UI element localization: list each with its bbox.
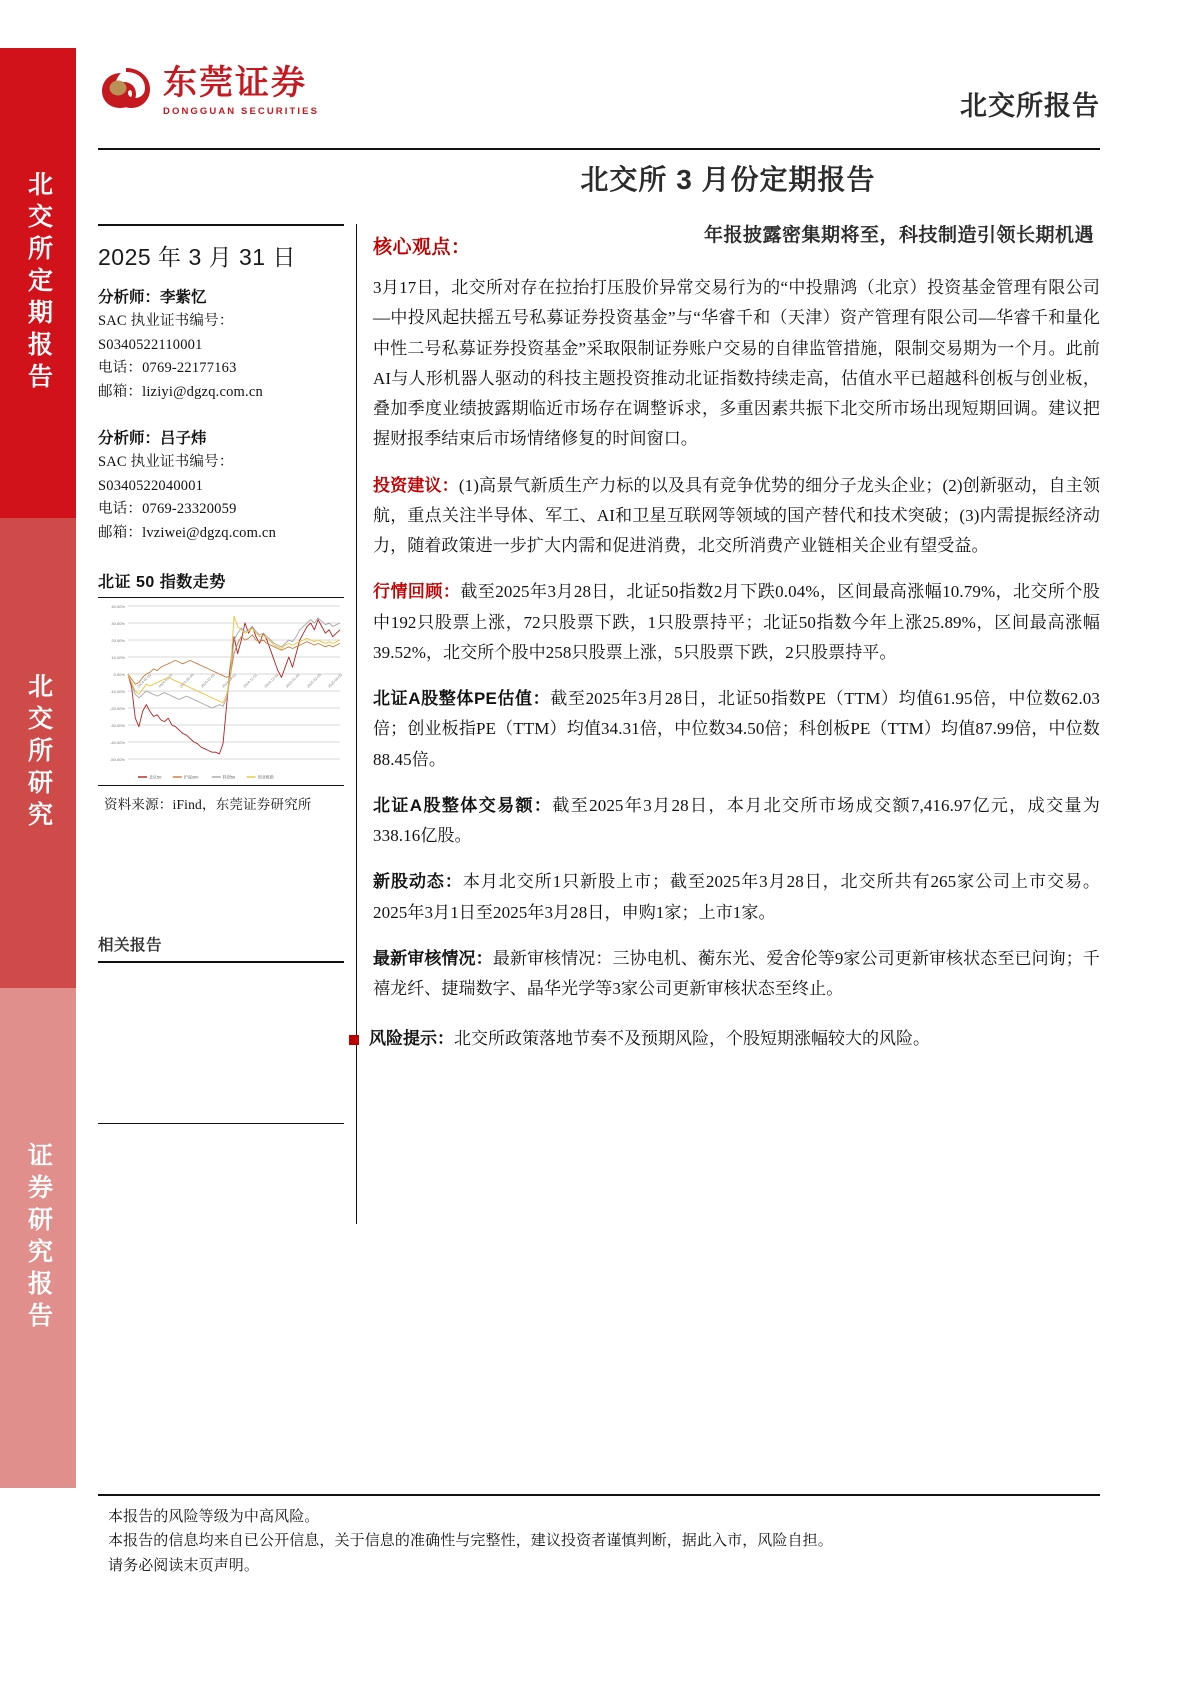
chart-title: 北证 50 指数走势 <box>98 574 226 592</box>
risk-label: 风险提示： <box>369 1029 454 1049</box>
sidebar-band-label: 北交所研究 <box>24 673 53 833</box>
paragraph-text: 截至2025年3月28日，北证50指数2月下跌0.04%，区间最高涨幅10.79%，北交所个股中192只股票上涨，72只股票下跌，1只股票持平；北证50指数今年上涨25.89%，区间最高涨幅39.52%，北交所个股中258只股票上涨，5只股票下跌，2只股票持平。 <box>373 582 1100 662</box>
footer-divider <box>98 1494 1100 1496</box>
analyst-name: 分析师：吕子炜 <box>98 430 207 448</box>
analyst-name: 分析师：李紫忆 <box>98 289 207 306</box>
chart-top-divider <box>98 597 344 598</box>
page-title: 北交所 3 月份定期报告 <box>580 164 876 195</box>
svg-text:2024-07-01: 2024-07-01 <box>200 672 216 689</box>
svg-text:沪深300: 沪深300 <box>183 774 199 780</box>
logo-text-en: DONGGUAN SECURITIES <box>163 106 320 117</box>
svg-text:30.00%: 30.00% <box>111 621 125 627</box>
square-bullet-icon <box>349 1035 359 1045</box>
related-reports-divider <box>98 961 344 963</box>
related-reports-section <box>98 933 344 1124</box>
sidebar-band-research <box>0 518 76 988</box>
sidebar-band-securities-research-report <box>0 988 76 1488</box>
chart-source-note: 资料来源：iFind，东莞证券研究所 <box>104 797 312 813</box>
footer-line: 本报告的风险等级为中高风险。 <box>108 1509 320 1525</box>
paragraph-text: 3月17日，北交所对存在拉抬打压股价异常交易行为的“中投鼎鸿（北京）投资基金管理有限公司—中投风起扶摇五号私募证券投资基金”与“华睿千和（天津）资产管理有限公司—华睿千和量化中性二号私募证券投资基金”采取限制证券账户交易的自律监管措施，限制交易期为一个月。此前AI与人形机器人驱动的科技主题投资推动北证指数持续走高，估值水平已超越科创板与创业板，叠加季度业绩披露期临近市场存在调整诉求，多重因素共振下北交所市场出现短期回调。建议把握财报季结束后市场情绪修复的时间窗口。 <box>373 278 1100 449</box>
svg-text:-20.00%: -20.00% <box>110 706 125 712</box>
svg-text:-50.00%: -50.00% <box>110 757 125 763</box>
main-content-column <box>369 232 1101 1055</box>
left-sidebar <box>0 48 76 1488</box>
paragraph-text: (1)高景气新质生产力标的以及具有竞争优势的细分子龙头企业；(2)创新驱动，自主领航，重点关注半导体、军工、AI和卫星互联网等领域的国产替代和技术突破；(3)内需提振经济动力，随着政策进一步扩大内需和促进消费，北交所消费产业链相关企业有望受益。 <box>373 475 1100 555</box>
footer-line: 请务必阅读末页声明。 <box>108 1557 260 1574</box>
sidebar-band-label: 证券研究报告 <box>24 1142 53 1334</box>
paragraph-label: 行情回顾： <box>373 582 461 602</box>
paragraph-investment-advice <box>373 471 1100 562</box>
related-reports-title: 相关报告 <box>98 937 163 955</box>
footer-disclaimer <box>108 1505 1098 1578</box>
svg-text:40.00%: 40.00% <box>111 604 125 610</box>
risk-text: 北交所政策落地节奏不及预期风险，个股短期涨幅较大的风险。 <box>454 1029 930 1049</box>
svg-text:科创50: 科创50 <box>222 774 236 780</box>
svg-text:2024-01-02: 2024-01-02 <box>136 672 153 689</box>
svg-text:2024-09-02: 2024-09-02 <box>221 672 238 689</box>
svg-text:20.00%: 20.00% <box>111 638 125 644</box>
paragraph-label: 投资建议： <box>373 475 459 495</box>
paragraph-turnover <box>373 791 1100 852</box>
svg-text:2024-05-06: 2024-05-06 <box>178 672 195 689</box>
analyst-block-2 <box>98 426 344 545</box>
sidebar-band-label: 北交所定期报告 <box>24 171 53 395</box>
svg-text:2025-02-05: 2025-02-05 <box>306 672 322 689</box>
analyst-email[interactable]: 邮箱：liziyi@dgzq.com.cn <box>98 383 263 400</box>
sidebar-band-periodic-report <box>0 48 76 518</box>
report-header <box>98 62 1100 148</box>
left-column-divider <box>98 224 344 226</box>
paragraph-label: 北证A股整体交易额： <box>373 795 553 815</box>
paragraph-label: 北证A股整体PE估值： <box>373 689 551 708</box>
analyst-sac-number: S0340522040001 <box>98 477 204 494</box>
svg-text:0.00%: 0.00% <box>113 672 125 678</box>
analyst-phone: 电话：0769-22177163 <box>98 360 237 377</box>
brand-logo <box>98 64 319 120</box>
index-trend-chart <box>98 600 344 785</box>
column-divider <box>356 224 357 1224</box>
related-reports-bottom-divider <box>98 1123 344 1124</box>
svg-text:2025-01-02: 2025-01-02 <box>284 672 301 689</box>
analyst-email[interactable]: 邮箱：lvziwei@dgzq.com.cn <box>98 524 277 541</box>
paragraph-label: 新股动态： <box>373 872 463 892</box>
svg-text:-10.00%: -10.00% <box>110 689 125 695</box>
core-view-heading: 核心观点： <box>373 237 471 258</box>
risk-warning <box>369 1024 930 1054</box>
svg-text:2024-12-02: 2024-12-02 <box>263 672 280 689</box>
page-subtitle: 年报披露密集期将至，科技制造引领长期机遇 <box>703 225 1094 246</box>
dongguan-securities-logo-icon <box>98 64 154 120</box>
svg-text:北证50: 北证50 <box>149 774 162 780</box>
svg-text:创业板指: 创业板指 <box>257 774 274 780</box>
svg-text:-40.00%: -40.00% <box>110 740 125 746</box>
page-content <box>76 0 1191 1684</box>
report-date: 2025 年 3 月 31 日 <box>98 244 296 270</box>
paragraph-core-view <box>373 273 1100 455</box>
chart-bottom-divider <box>98 785 344 786</box>
risk-warning-row <box>369 1024 1100 1054</box>
svg-text:10.00%: 10.00% <box>111 655 125 661</box>
paragraph-text: 截至2025年3月28日，北证50指数PE（TTM）均值61.95倍，中位数62.03倍；创业板指PE（TTM）均值34.31倍，中位数34.50倍；科创板PE（TTM）均值87.99倍，中位数88.45倍。 <box>373 689 1100 769</box>
analyst-sac-label: SAC 执业证书编号： <box>98 313 234 330</box>
svg-text:-30.00%: -30.00% <box>110 723 125 729</box>
analyst-sac-label: SAC 执业证书编号： <box>98 454 234 471</box>
paragraph-text: 最新审核情况：三协电机、蘅东光、爱舍伦等9家公司更新审核状态至已问询；千禧龙纤、捷瑞数字、晶华光学等3家公司更新审核状态至终止。 <box>373 948 1100 998</box>
paragraph-pe-valuation <box>373 684 1100 775</box>
header-report-type: 北交所报告 <box>960 91 1100 121</box>
footer-line: 本报告的信息均来自已公开信息，关于信息的准确性与完整性，建议投资者谨慎判断，据此入市，风险自担。 <box>108 1533 833 1550</box>
paragraph-new-listings <box>373 867 1100 928</box>
left-info-column <box>98 224 344 1124</box>
analyst-phone: 电话：0769-23320059 <box>98 501 237 518</box>
analyst-block-1 <box>98 285 344 404</box>
analyst-sac-number: S0340522110001 <box>98 336 203 353</box>
logo-text-cn: 东莞证券 <box>163 65 307 102</box>
paragraph-market-review <box>373 577 1100 668</box>
svg-text:2024-03-01: 2024-03-01 <box>157 672 174 689</box>
paragraph-label: 最新审核情况： <box>373 948 493 968</box>
paragraph-text: 本月北交所1只新股上市；截至2025年3月28日，北交所共有265家公司上市交易。2025年3月1日至2025年3月28日，申购1家；上市1家。 <box>373 872 1101 922</box>
paragraph-text: 截至2025年3月28日，本月北交所市场成交额7,416.97亿元，成交量为338.16亿股。 <box>373 795 1100 845</box>
svg-text:2024-11-01: 2024-11-01 <box>242 673 259 689</box>
svg-text:2025-03-03: 2025-03-03 <box>327 672 344 689</box>
paragraph-review-status <box>373 944 1100 1005</box>
header-divider <box>98 148 1100 150</box>
